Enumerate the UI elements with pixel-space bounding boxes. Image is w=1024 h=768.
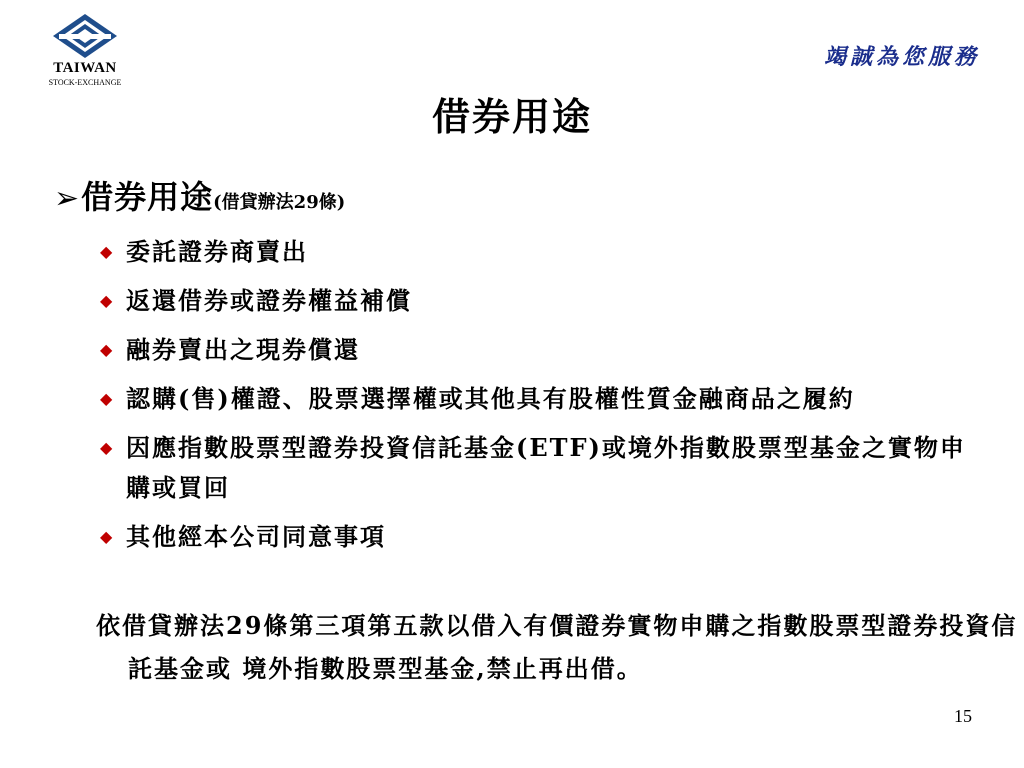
logo-emblem-icon <box>40 12 130 62</box>
list-item-text: 融券賣出之現券償還 <box>126 335 360 364</box>
list-item-text: 其他經本公司同意事項 <box>126 522 386 551</box>
taiwan-stock-exchange-logo <box>40 12 130 92</box>
list-item-text: 委託證券商賣出 <box>126 237 308 266</box>
list-item <box>100 517 980 557</box>
diamond-bullet-icon: ◆ <box>100 389 115 408</box>
heading-sub: (借貸辦法29條) <box>213 192 346 213</box>
footnote-paragraph: 依借貸辦法29條第三項第五款以借入有價證券實物申購之指數股票型證券投資信託基金或 境外指數股票型基金,禁止再出借。 <box>96 611 1018 683</box>
section-heading <box>54 172 345 218</box>
diamond-bullet-icon: ◆ <box>100 291 115 310</box>
diamond-bullet-icon: ◆ <box>100 527 115 546</box>
bullet-list <box>100 232 980 566</box>
arrow-bullet-icon: ➢ <box>54 181 80 216</box>
list-item <box>100 232 980 272</box>
heading-main: 借券用途 <box>81 178 214 216</box>
slide-title: 借券用途 <box>431 94 592 139</box>
page-number: 15 <box>954 706 972 726</box>
list-item <box>100 281 980 321</box>
diamond-bullet-icon: ◆ <box>100 438 115 457</box>
list-item <box>100 379 980 419</box>
list-item <box>100 428 980 508</box>
logo-line-2: STOCK-EXCHANGE <box>48 78 122 87</box>
list-item-text: 認購(售)權證、股票選擇權或其他具有股權性質金融商品之履約 <box>126 384 855 413</box>
list-item-text: 因應指數股票型證券投資信託基金(ETF)或境外指數股票型基金之實物申購或買回 <box>126 433 966 502</box>
diamond-bullet-icon: ◆ <box>100 340 115 359</box>
list-item-text: 返還借券或證券權益補償 <box>126 286 412 315</box>
logo-line-1: TAIWAN <box>53 60 117 76</box>
slogan: 竭誠為您服務 <box>823 44 980 70</box>
diamond-bullet-icon: ◆ <box>100 242 115 261</box>
list-item <box>100 330 980 370</box>
